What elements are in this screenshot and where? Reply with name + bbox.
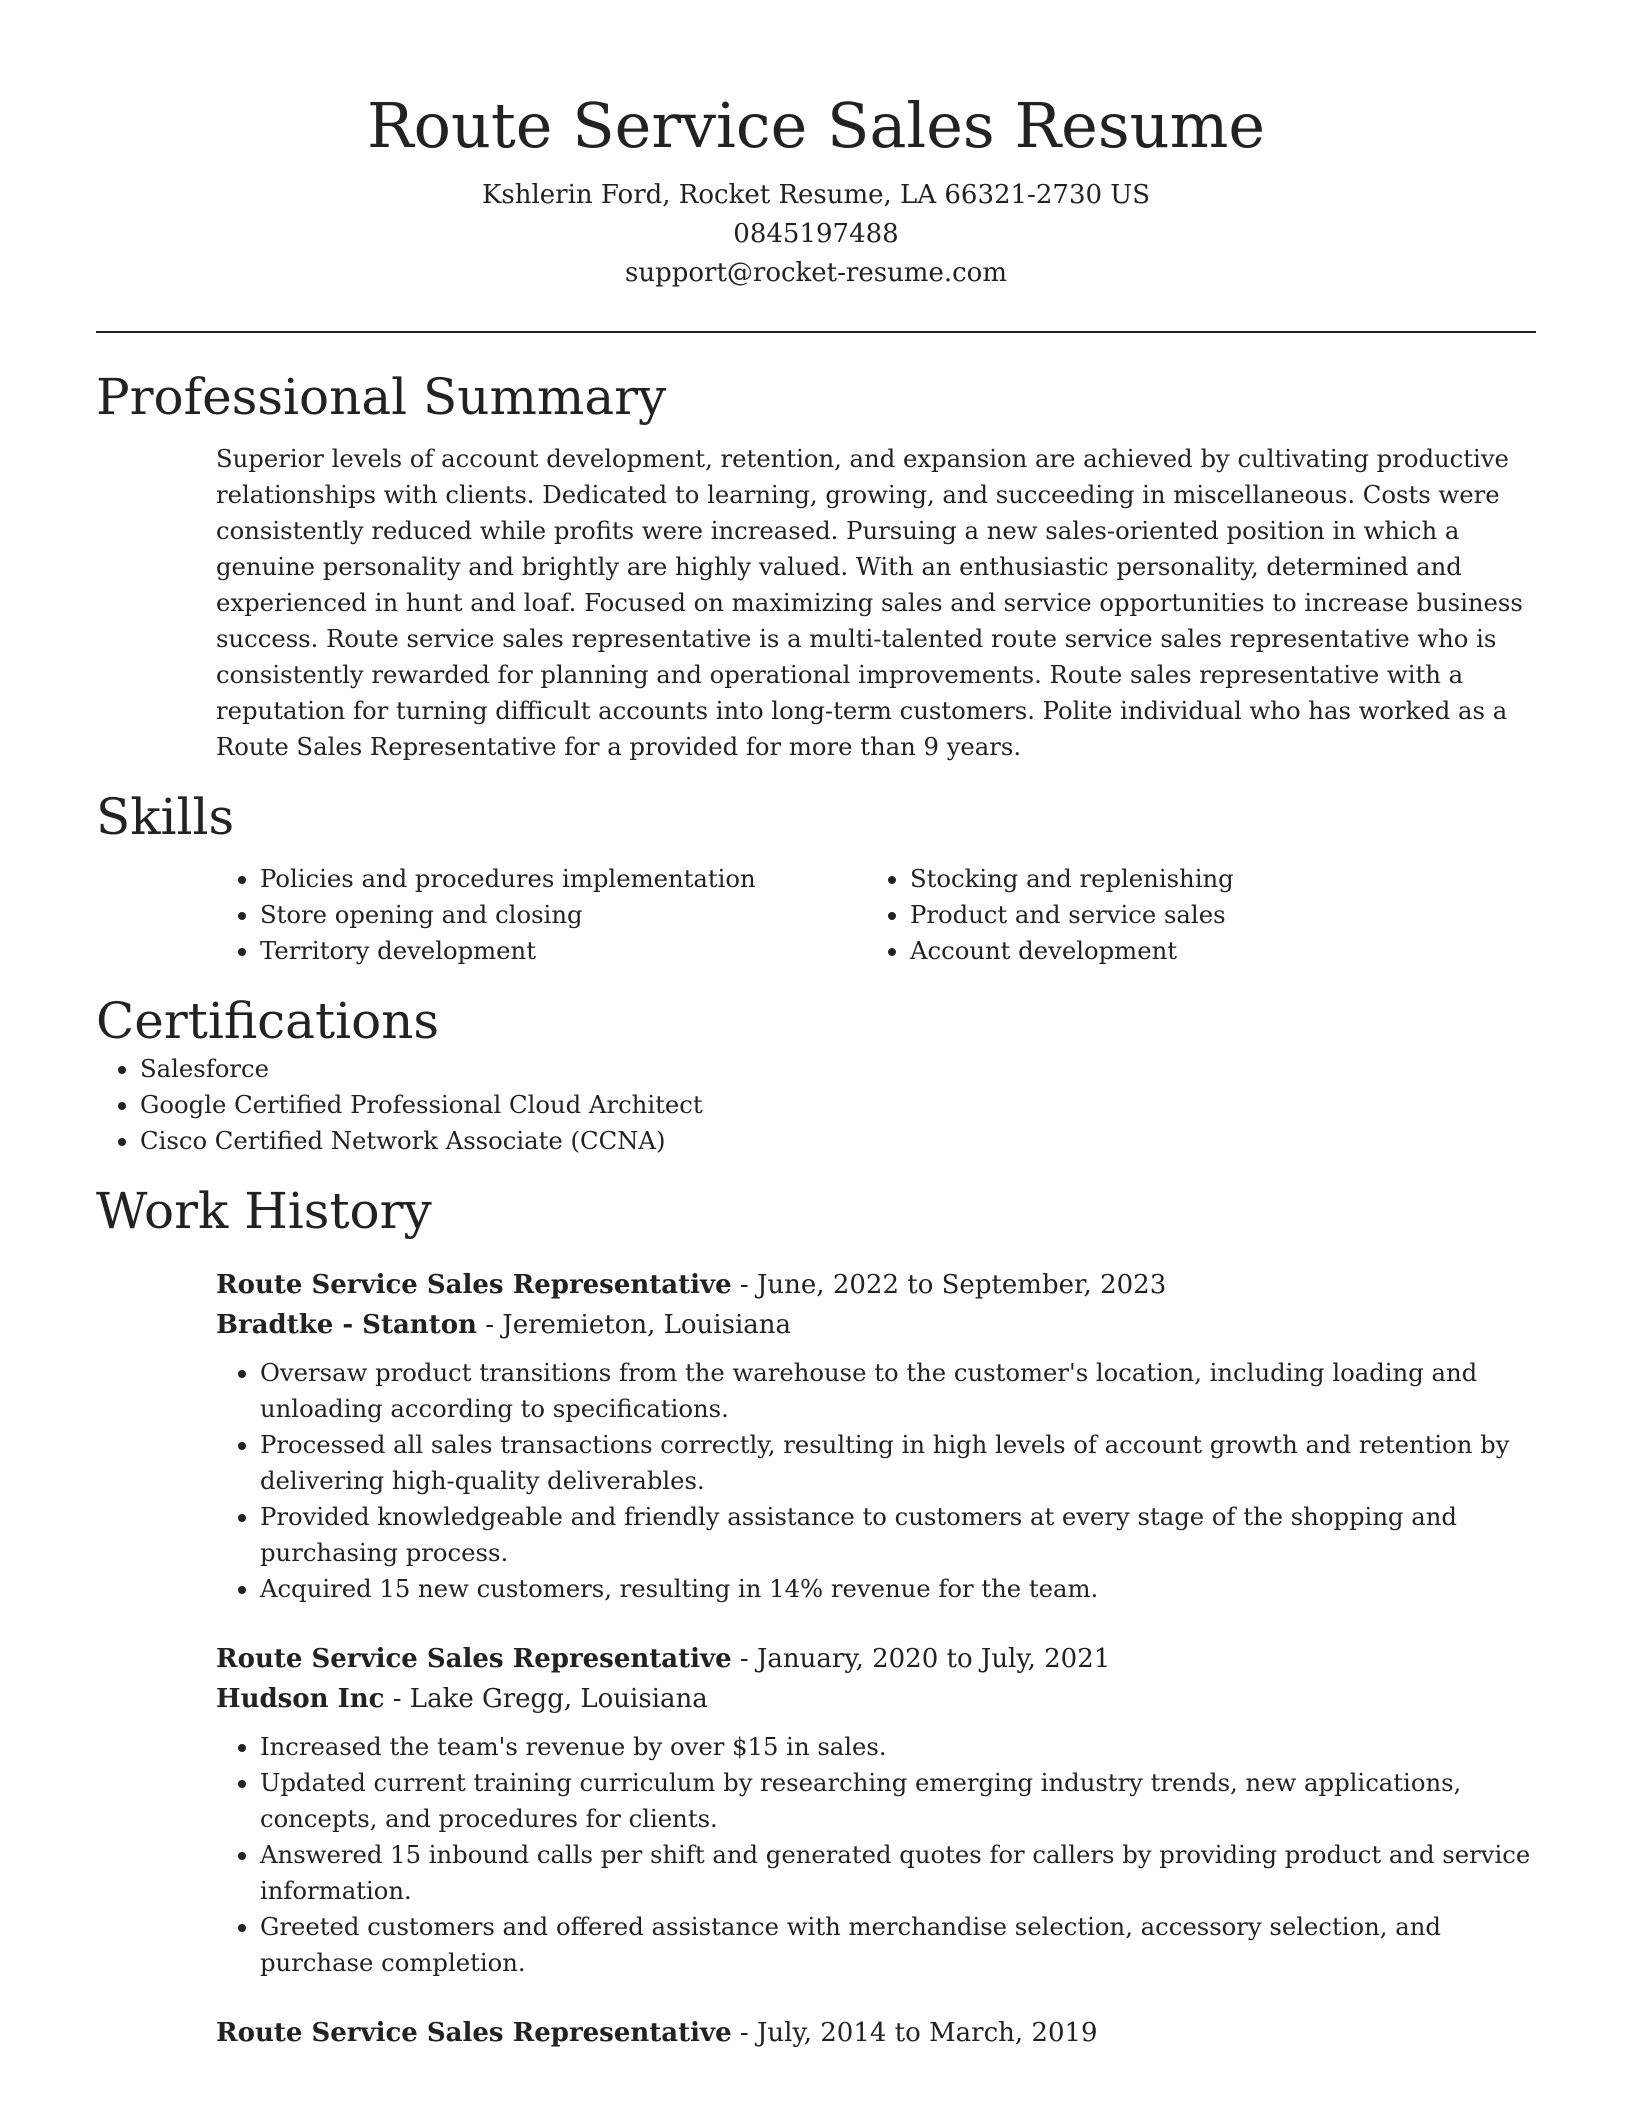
contact-address: Kshlerin Ford, Rocket Resume, LA 66321-2730 US: [481, 180, 1151, 210]
skills-section: [96, 787, 1536, 969]
job-entry: [216, 1639, 1536, 1981]
job-duty-item: • Acquired 15 new customers, resulting in 14% revenue for the team.: [260, 1571, 1536, 1607]
job-duties-list: [216, 1729, 1536, 1981]
certification-item: • Google Certified Professional Cloud Architect: [140, 1087, 1536, 1123]
job-dates: - January, 2020 to July, 2021: [731, 1644, 1111, 1674]
resume-title: Route Service Sales Resume: [366, 89, 1266, 162]
skill-item: • Policies and procedures implementation: [260, 861, 866, 897]
resume-page: [96, 0, 1536, 2053]
job-title-line: [216, 2013, 1536, 2053]
skill-item: • Product and service sales: [910, 897, 1516, 933]
job-duty-item: • Updated current training curriculum by researching emerging industry trends, new applications, concepts, and procedures for clients.: [260, 1765, 1536, 1837]
certifications-heading: Certifications: [96, 992, 440, 1050]
job-role: Route Service Sales Representative: [216, 1270, 732, 1300]
job-title-line: [216, 1639, 1536, 1679]
job-dates: - June, 2022 to September, 2023: [731, 1270, 1167, 1300]
certification-item: • Salesforce: [140, 1051, 1536, 1087]
job-dates: - July, 2014 to March, 2019: [731, 2018, 1098, 2048]
job-company-line: [216, 1305, 1536, 1345]
job-duties-list: [216, 1355, 1536, 1607]
job-entry: [216, 1265, 1536, 1607]
skills-grid: [216, 861, 1536, 969]
job-entry: [216, 2013, 1536, 2053]
resume-header: [96, 0, 1536, 293]
job-location: - Jeremieton, Louisiana: [476, 1310, 792, 1340]
skill-item: • Account development: [910, 933, 1516, 969]
job-duty-item: • Increased the team's revenue by over $15 in sales.: [260, 1729, 1536, 1765]
job-duty-item: • Answered 15 inbound calls per shift and generated quotes for callers by providing product and service information.: [260, 1837, 1536, 1909]
contact-phone: 0845197488: [733, 219, 899, 249]
contact-block: [96, 176, 1536, 293]
skills-heading: Skills: [96, 788, 235, 846]
certifications-section: [96, 991, 1536, 1159]
skill-item: • Territory development: [260, 933, 866, 969]
professional-summary-section: [96, 367, 1536, 765]
work-history-section: [96, 1181, 1536, 2053]
skill-item: • Stocking and replenishing: [910, 861, 1516, 897]
job-duty-item: • Processed all sales transactions correctly, resulting in high levels of account growth and retention by delivering high-quality deliverables.: [260, 1427, 1536, 1499]
job-role: Route Service Sales Representative: [216, 1644, 732, 1674]
skills-list-left: [216, 861, 866, 969]
job-company-line: [216, 1679, 1536, 1719]
job-title-line: [216, 1265, 1536, 1305]
job-company: Bradtke - Stanton: [216, 1310, 477, 1340]
job-duty-item: • Greeted customers and offered assistance with merchandise selection, accessory selection, and purchase completion.: [260, 1909, 1536, 1981]
job-role: Route Service Sales Representative: [216, 2018, 732, 2048]
certifications-list: [96, 1051, 1536, 1159]
certification-item: • Cisco Certified Network Associate (CCNA): [140, 1123, 1536, 1159]
summary-heading: Professional Summary: [96, 368, 667, 426]
skill-item: • Store opening and closing: [260, 897, 866, 933]
summary-text: Superior levels of account development, retention, and expansion are achieved by cultivating productive relationships with clients. Dedicated to learning, growing, and succeeding in miscellaneous. Costs were consistently reduced while profits were increased. Pursuing a new sales-oriented position in which a genuine personality and brightly are highly valued. With an enthusiastic personality, determined and experienced in hunt and loaf. Focused on maximizing sales and service opportunities to increase business success. Route service sales representative is a multi-talented route service sales representative who is consistently rewarded for planning and operational improvements. Route sales representative with a reputation for turning difficult accounts into long-term customers. Polite individual who has worked as a Route Sales Representative for a provided for more than 9 years.: [216, 444, 1523, 761]
contact-email: support@rocket-resume.com: [624, 258, 1007, 288]
header-divider: [96, 331, 1536, 333]
job-location: - Lake Gregg, Louisiana: [384, 1684, 708, 1714]
work-history-heading: Work History: [96, 1182, 432, 1240]
job-duty-item: • Oversaw product transitions from the warehouse to the customer's location, including loading and unloading according to specifications.: [260, 1355, 1536, 1427]
job-company: Hudson Inc: [216, 1684, 385, 1714]
skills-list-right: [866, 861, 1516, 969]
job-duty-item: • Provided knowledgeable and friendly assistance to customers at every stage of the shopping and purchasing process.: [260, 1499, 1536, 1571]
